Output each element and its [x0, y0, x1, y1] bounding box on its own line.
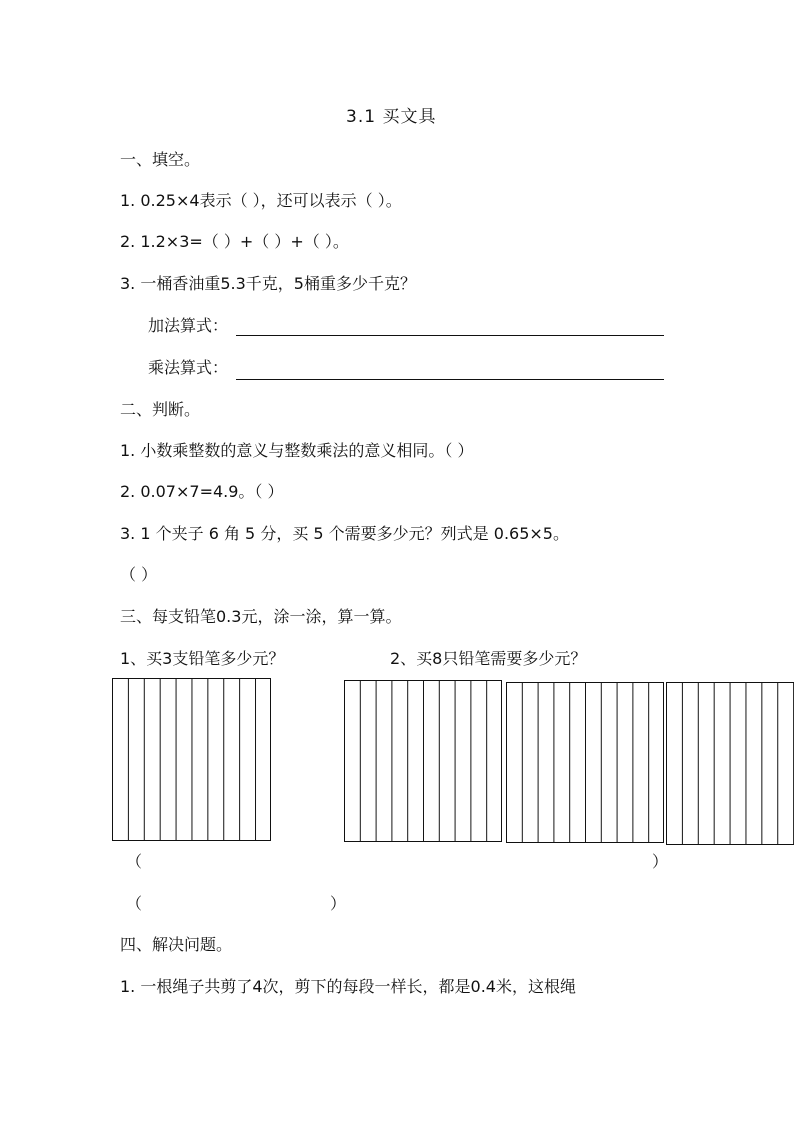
section-4-heading: 四、解决问题。 — [120, 935, 233, 954]
answer-3-2-right-paren: ） — [652, 852, 669, 871]
question-2-3-answer: （ ） — [120, 565, 158, 584]
section-2-heading: 二、判断。 — [120, 400, 201, 419]
question-1-2: 2. 1.2×3=（ ）+（ ）+（ ）。 — [120, 232, 349, 251]
question-4-1: 1. 一根绳子共剪了4次，剪下的每段一样长，都是0.4米，这根绳 — [120, 977, 576, 996]
question-2-3: 3. 1 个夹子 6 角 5 分，买 5 个需要多少元？列式是 0.65×5。 — [120, 524, 569, 543]
question-3-2: 2、买8只铅笔需要多少元？ — [390, 649, 587, 668]
answer-3-1-right-paren: ） — [330, 894, 347, 913]
pencil-grid-1[interactable] — [112, 678, 271, 841]
question-1-1: 1. 0.25×4表示（ ），还可以表示（ ）。 — [120, 191, 402, 210]
answer-3-1-left-paren: （ — [126, 894, 143, 913]
pencil-grid-3[interactable] — [506, 682, 664, 843]
page-title: 3.1 买文具 — [346, 107, 437, 127]
pencil-grid-4[interactable] — [666, 682, 794, 845]
section-3-heading: 三、每支铅笔0.3元，涂一涂，算一算。 — [120, 607, 402, 626]
answer-3-2-left-paren: （ — [126, 852, 143, 871]
question-1-3: 3. 一桶香油重5.3千克，5桶重多少千克？ — [120, 274, 416, 293]
multiplication-answer-line[interactable] — [236, 379, 664, 380]
pencil-grid-2[interactable] — [344, 680, 502, 842]
question-2-2: 2. 0.07×7=4.9。（ ） — [120, 482, 284, 501]
addition-label: 加法算式： — [148, 316, 229, 335]
section-1-heading: 一、填空。 — [120, 150, 201, 169]
multiplication-label: 乘法算式： — [148, 358, 229, 377]
question-3-1: 1、买3支铅笔多少元？ — [120, 649, 285, 668]
question-2-1: 1. 小数乘整数的意义与整数乘法的意义相同。（ ） — [120, 441, 474, 460]
addition-answer-line[interactable] — [236, 335, 664, 336]
